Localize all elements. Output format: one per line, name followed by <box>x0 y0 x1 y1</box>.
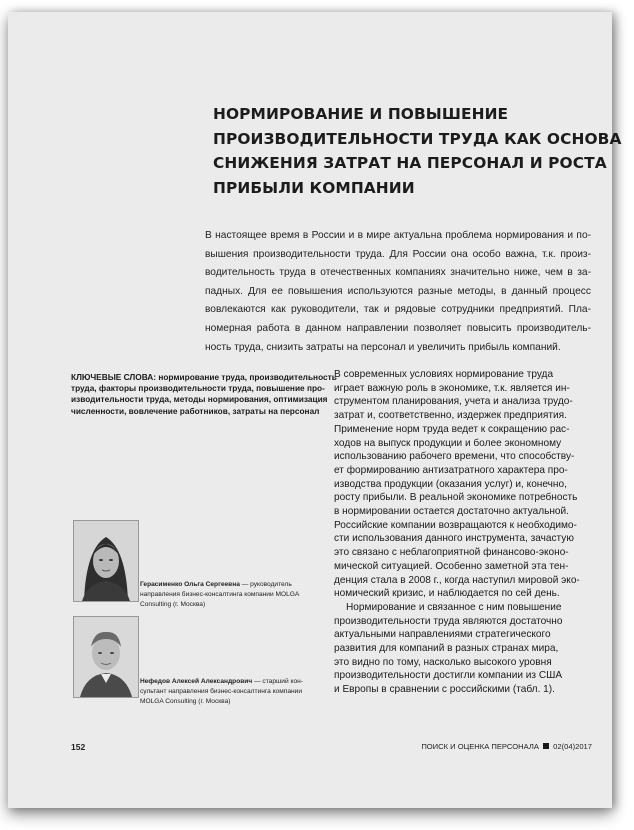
abstract-line: ность труда, снизить затраты на персонал и увеличить прибыль компаний. <box>205 341 561 353</box>
author-role: — руководитель <box>239 581 292 588</box>
body-line: затрат и, соответственно, издержек предприятия. <box>334 410 567 422</box>
keywords-line: труда, факторы производительности труда, повышение про- <box>71 383 325 394</box>
body-line: это видно по тому, насколько высокого уровня <box>334 656 552 668</box>
body-line: росту прибыли. В реальной экономике потребность <box>334 492 578 504</box>
body-line: использованию рабочего времени, что способству- <box>334 451 575 463</box>
author-photo-gerasimenko <box>73 520 139 602</box>
author-caption-2 <box>140 677 335 708</box>
author-affiliation: сультант направления бизнес-консалтинга компании <box>140 688 303 696</box>
square-bullet-icon <box>543 743 549 749</box>
title-line: ПРИБЫЛИ КОМПАНИИ <box>213 178 415 197</box>
body-line: В современных условиях нормирование труда <box>334 369 554 380</box>
body-line: ходов на выпуск продукции и более экономному <box>334 437 562 449</box>
article-abstract <box>205 227 591 357</box>
body-line: развития для компаний в разных странах мира, <box>334 643 559 655</box>
body-line: это связано с неблагоприятной финансово-эконо- <box>334 547 569 559</box>
abstract-line: вовлекаются как руководители, так и рядовые сотрудники предприятий. Пла- <box>205 304 591 316</box>
journal-name: ПОИСК И ОЦЕНКА ПЕРСОНАЛА <box>421 742 539 751</box>
keywords-line: КЛЮЧЕВЫЕ СЛОВА: нормирование труда, производительность <box>71 372 337 382</box>
body-line: в нормировании остается достаточно актуальной. <box>334 506 569 518</box>
author-affiliation: направления бизнес-консалтинга компании MOLGA <box>140 591 300 599</box>
body-line: играет важную роль в экономике, т.к. является ин- <box>334 382 570 394</box>
body-line: изводства продукции (оказания услуг) и, конечно, <box>334 478 567 490</box>
body-line: Применение норм труда ведет к сокращению рас- <box>334 423 570 435</box>
body-line: мической ситуацией. Особенно заметной эта тен- <box>334 560 569 572</box>
body-line: Нормирование и связанное с ним повышение <box>346 601 562 613</box>
title-line: СНИЖЕНИЯ ЗАТРАТ НА ПЕРСОНАЛ И РОСТА <box>213 154 607 172</box>
body-line: сти использования данного инструмента, зачастую <box>334 533 574 545</box>
title-line: ПРОИЗВОДИТЕЛЬНОСТИ ТРУДА КАК ОСНОВА <box>213 129 622 148</box>
body-line: и Европы в сравнении с российскими (табл. 1). <box>334 684 555 696</box>
issue-number: 02(04)2017 <box>553 742 592 751</box>
author-photo-nefedov <box>73 616 139 698</box>
author-affiliation: MOLGA Consulting (г. Москва) <box>140 698 231 706</box>
keywords-line: численности, вовлечение работников, затраты на персонал <box>71 405 320 416</box>
author-role: — старший кон- <box>252 678 303 685</box>
body-line: номический кризис, и наблюдается по сей день. <box>334 588 560 600</box>
author-name: Герасименко Ольга Сергеевна <box>140 581 240 588</box>
abstract-line: водительность труда в отечественных компаниях значительно ниже, чем в за- <box>205 267 591 279</box>
author-name: Нефедов Алексей Александрович <box>140 678 253 685</box>
body-line: ет формированию антизатратного характера про- <box>334 464 568 476</box>
running-footer <box>400 742 592 751</box>
author-caption-1 <box>140 580 335 611</box>
abstract-line: В настоящее время в России и в мире актуальна проблема нормирования и по- <box>205 230 591 241</box>
abstract-line: вышения производительности труда. Для России она особо важна, т.к. произ- <box>205 248 591 260</box>
abstract-line: номерная работа в данном направлении позволяет повысить производитель- <box>205 322 591 334</box>
title-line: НОРМИРОВАНИЕ И ПОВЫШЕНИЕ <box>213 105 509 123</box>
body-line: производительности достигли компании из США <box>334 670 563 682</box>
article-body <box>334 368 589 697</box>
keywords-line: изводительности труда, методы нормирования, оптимизация <box>71 394 328 405</box>
body-line: Российские компании возвращаются к необходимо- <box>334 519 577 531</box>
body-line: денция стала в 2008 г., когда наступил мировой эко- <box>334 574 580 586</box>
keywords-block <box>71 372 337 417</box>
article-title <box>213 102 622 200</box>
author-affiliation: Consulting (г. Москва) <box>140 601 206 609</box>
abstract-line: падных. Для ее повышения используются разные методы, в данный процесс <box>205 285 591 297</box>
body-line: актуальными направлениями стратегического <box>334 629 551 641</box>
body-line: производительности труда являются достаточно <box>334 615 563 627</box>
body-line: струментом планирования, учета и анализа трудо- <box>334 396 573 408</box>
page-number: 152 <box>71 742 86 752</box>
